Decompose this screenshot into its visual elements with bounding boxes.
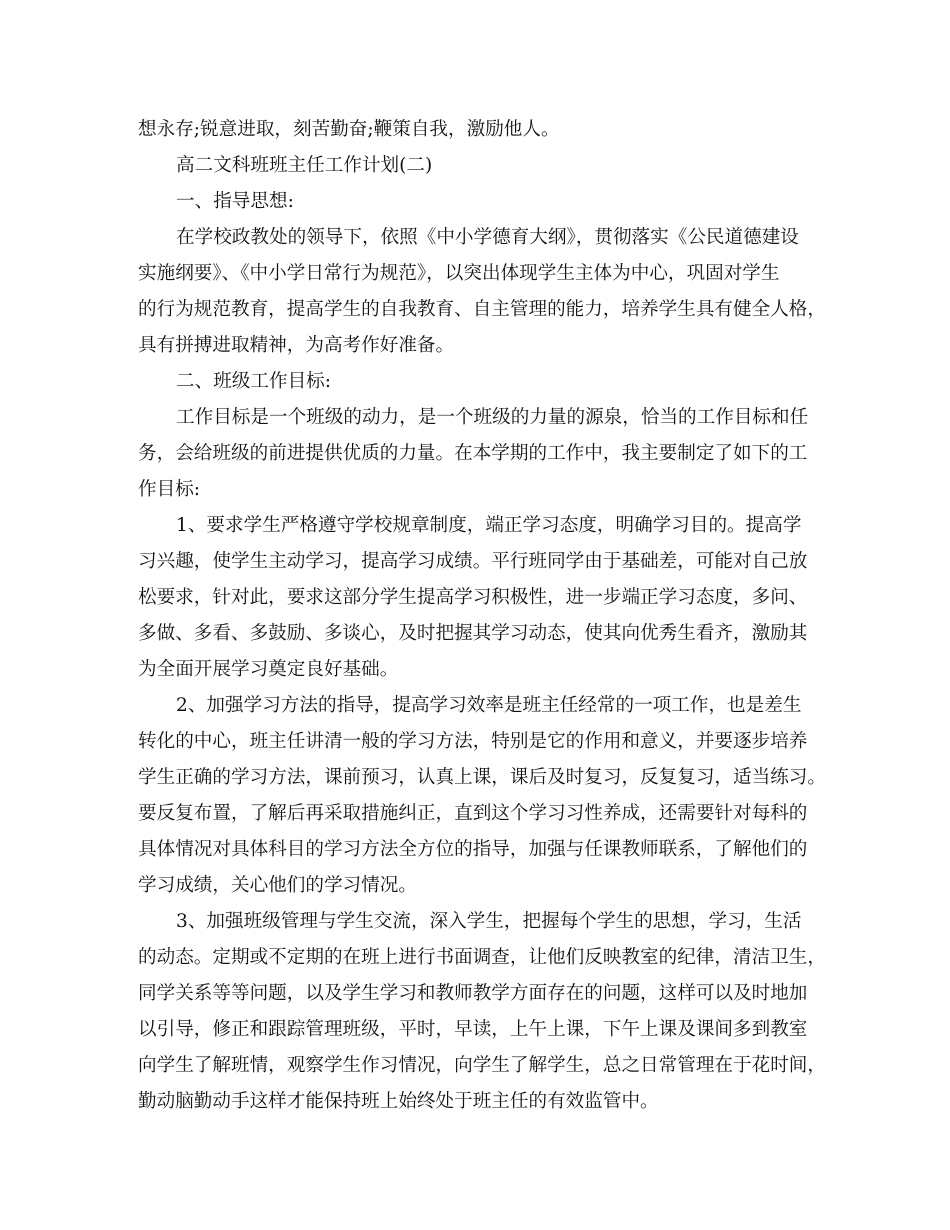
text-line: 具有拼搏进取精神，为高考作好准备。 xyxy=(138,335,455,356)
text-line: 3、加强班级管理与学生交流，深入学生，把握每个学生的思想，学习，生活 xyxy=(176,911,802,932)
text-line: 勤动脑勤动手这样才能保持班上始终处于班主任的有效监管中。 xyxy=(138,1091,659,1112)
text-line: 实施纲要》、《中小学日常行为规范》，以突出体现学生主体为中心，巩固对学生 xyxy=(138,263,780,284)
text-line: 松要求，针对此，要求这部分学生提高学习积极性，进一步端正学习态度，多问、 xyxy=(138,587,808,608)
text-line: 在学校政教处的领导下，依照《中小学德育大纲》，贯彻落实《公民道德建设 xyxy=(176,227,799,248)
text-line: 转化的中心，班主任讲清一般的学习方法，特别是它的作用和意义，并要逐步培养 xyxy=(138,731,808,752)
text-line: 的行为规范教育，提高学生的自我教育、自主管理的能力，培养学生具有健全人格， xyxy=(138,299,826,320)
text-line: 同学关系等等问题，以及学生学习和教师教学方面存在的问题，这样可以及时地加 xyxy=(138,983,808,1004)
text-line: 务，会给班级的前进提供优质的力量。在本学期的工作中，我主要制定了如下的工 xyxy=(138,443,808,464)
text-line: 习兴趣，使学生主动学习，提高学习成绩。平行班同学由于基础差，可能对自己放 xyxy=(138,551,808,572)
text-line: 作目标: xyxy=(138,479,201,500)
section-heading: 二、班级工作目标: xyxy=(176,371,332,392)
text-line: 为全面开展学习奠定良好基础。 xyxy=(138,659,399,680)
text-line: 2、加强学习方法的指导，提高学习效率是班主任经常的一项工作，也是差生 xyxy=(176,695,802,716)
section-heading: 一、指导思想: xyxy=(176,191,294,212)
text-line: 要反复布置，了解后再采取措施纠正，直到这个学习习性养成，还需要针对每科的 xyxy=(138,803,808,824)
text-line: 以引导，修正和跟踪管理班级，平时，早读，上午上课，下午上课及课间多到教室 xyxy=(138,1019,808,1040)
text-line: 工作目标是一个班级的动力，是一个班级的力量的源泉，恰当的工作目标和任 xyxy=(176,407,809,428)
text-line: 学习成绩，关心他们的学习情况。 xyxy=(138,875,417,896)
text-line: 学生正确的学习方法，课前预习，认真上课，课后及时复习，反复复习，适当练习。 xyxy=(138,767,826,788)
text-line: 1、要求学生严格遵守学校规章制度，端正学习态度，明确学习目的。提高学 xyxy=(176,515,802,536)
text-line: 想永存;锐意进取，刻苦勤奋;鞭策自我，激励他人。 xyxy=(138,119,560,140)
text-line: 具体情况对具体科目的学习方法全方位的指导，加强与任课教师联系，了解他们的 xyxy=(138,839,808,860)
text-line: 多做、多看、多鼓励、多谈心，及时把握其学习动态，使其向优秀生看齐，激励其 xyxy=(138,623,808,644)
section-title: 高二文科班班主任工作计划(二) xyxy=(176,155,433,176)
text-line: 的动态。定期或不定期的在班上进行书面调查，让他们反映教室的纪律，清洁卫生， xyxy=(138,947,826,968)
text-line: 向学生了解班情，观察学生作习情况，向学生了解学生，总之日常管理在于花时间， xyxy=(138,1055,826,1076)
